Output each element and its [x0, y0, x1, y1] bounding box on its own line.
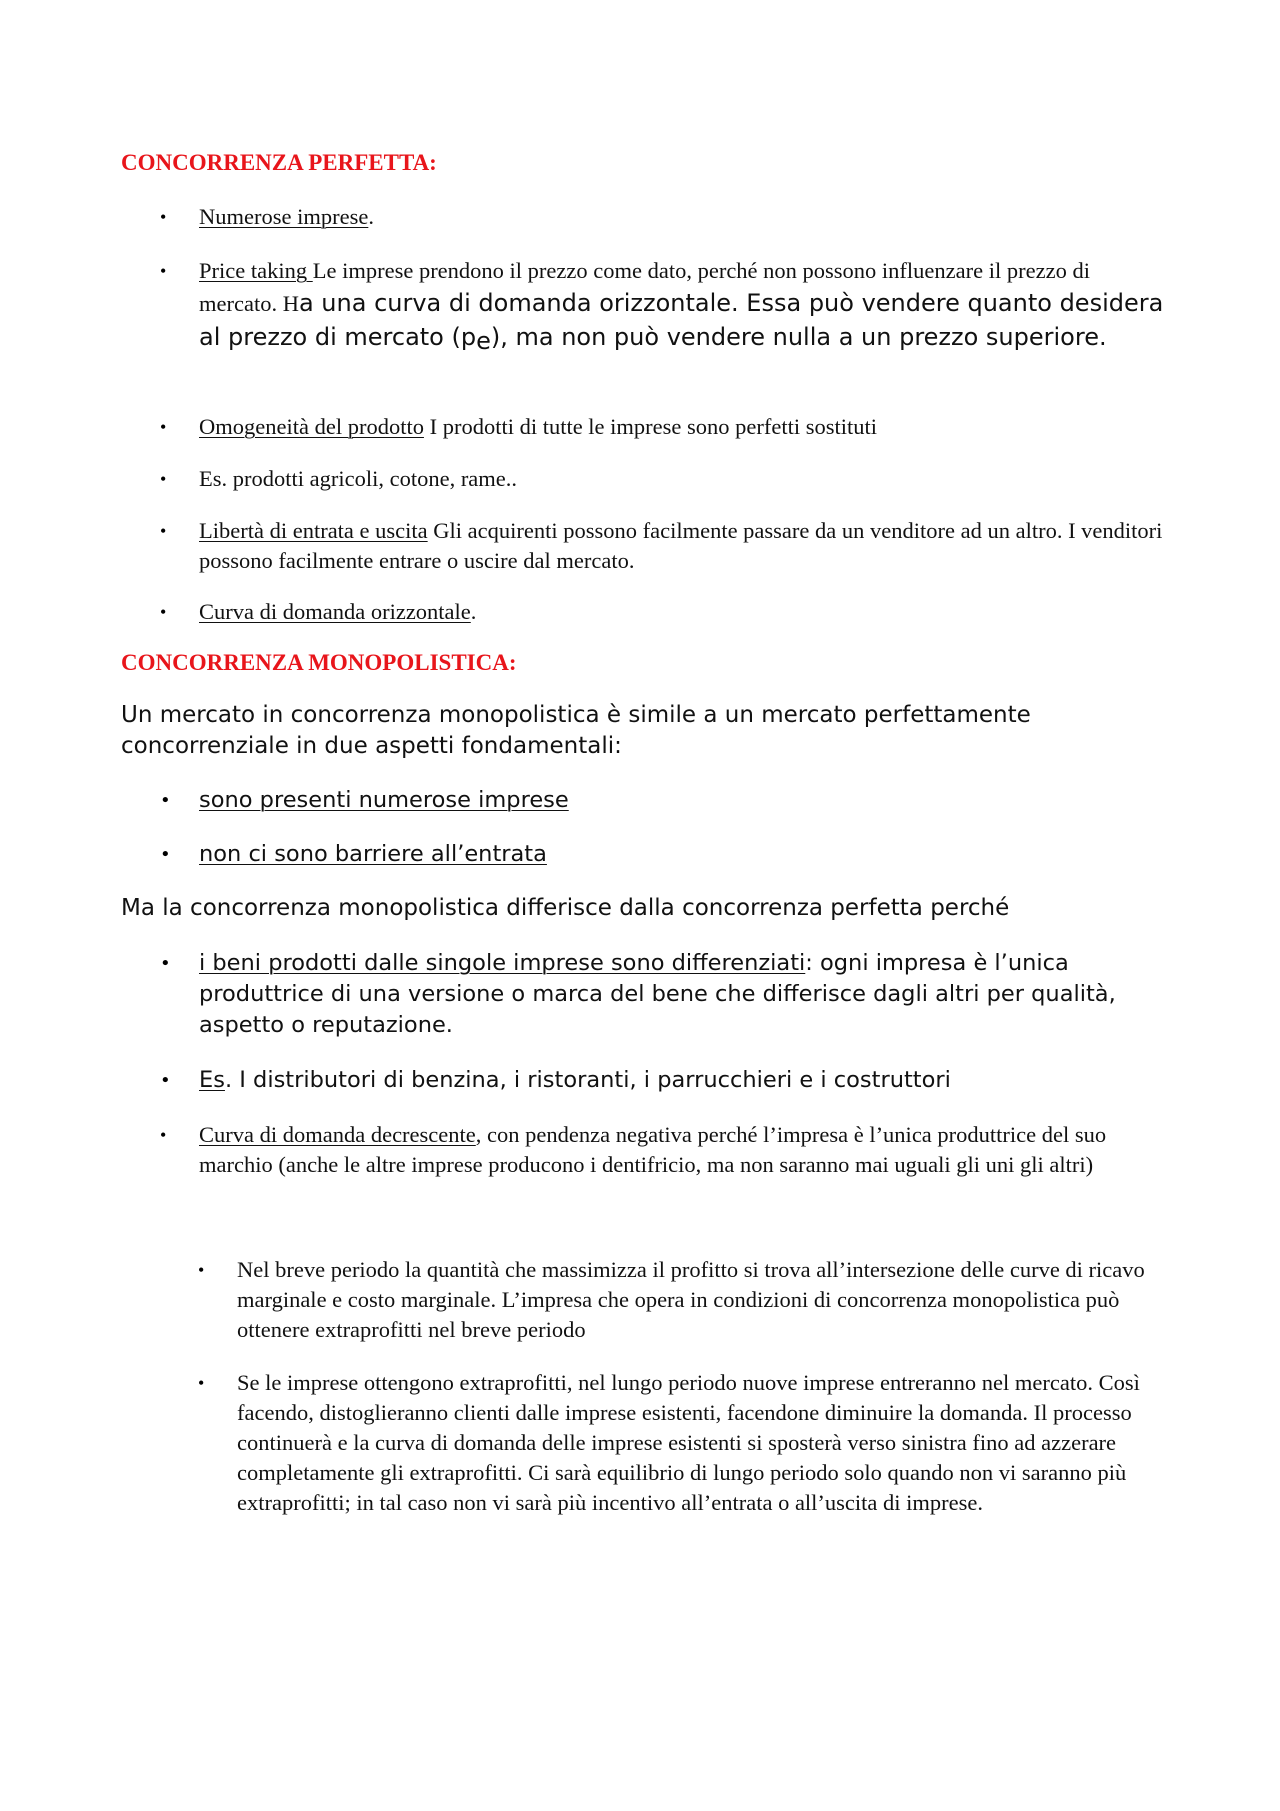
- bullet: •: [160, 1125, 167, 1145]
- item-label: Price taking: [199, 258, 313, 283]
- item-label: i beni prodotti dalle singole imprese sono differenziati: [199, 950, 806, 976]
- intro-paragraph: Un mercato in concorrenza monopolistica è simile a un mercato perfettamente concorrenziale in due aspetti fondamentali:: [121, 702, 1031, 759]
- section-heading-perfect-competition: CONCORRENZA PERFETTA:: [121, 150, 437, 175]
- item-label: Libertà di entrata e uscita: [199, 518, 428, 543]
- bullet: •: [160, 261, 167, 281]
- bullet: •: [160, 207, 167, 227]
- bullet: •: [160, 602, 167, 622]
- bullet: •: [198, 1260, 205, 1280]
- bullet: •: [160, 953, 171, 974]
- item-label: Curva di domanda decrescente: [199, 1122, 476, 1147]
- bullet: •: [160, 521, 167, 541]
- item-label: Curva di domanda orizzontale: [199, 599, 471, 624]
- item-label: non ci sono barriere all’entrata: [199, 841, 547, 867]
- bullet: •: [160, 790, 171, 811]
- bullet: •: [160, 417, 167, 437]
- item-label: Omogeneità del prodotto: [199, 414, 424, 439]
- document-page: CONCORRENZA PERFETTA: • Numerose imprese. • Price taking Le imprese prendono il prezzo come dato, perché non possono influenzare il prezzo di mercato. Ha una curva di domanda orizzontale. Essa può vendere quanto desidera al prezzo di mercato $(p_e)$, ma non può vendere nulla a un prezzo superiore. • Omogeneità del prodotto I prodotti di tutte le imprese sono perfetti sostituti • Es. prodotti agricoli, cotone, rame.. • Libertà di entrata e uscita Gli acquirenti possono facilmente passare da un venditore ad un altro. I venditori possono facilmente entrare o uscire dal mercato. • Curva di domanda orizzontale. CONCORRENZA MONOPOLISTICA: Un mercato in concorrenza monopolistica è simile a un mercato perfettamente concorrenziale in due aspetti fondamentali: • sono presenti numerose imprese • non ci sono barriere all’entrata Ma la concorrenza monopolistica differisce dalla concorrenza perfetta perché • i beni prodotti dalle singole imprese sono differenziati: ogni impresa è l’unica produttrice di una versione o marca del bene che differisce dagli altri per qualità, aspetto o reputazione. • Es. I distributori di benzina, i ristoranti, i parrucchieri e i costruttori • Curva di domanda decrescente, con pendenza negativa perché l’impresa è l’unica produttrice del suo marchio (anche le altre imprese producono i dentifricio, ma non saranno mai uguali gli uni gli altri) • Nel breve periodo la quantità che massimizza il profitto si trova all’intersezione delle curve di ricavo marginale e costo marginale. L’impresa che opera in condizioni di concorrenza monopolistica può ottenere extraprofitti nel breve periodo • Se le imprese ottengono extraprofitti, nel lungo periodo nuove imprese entreranno nel mercato. Così facendo, distoglieranno clienti dalle imprese esistenti, facendone diminuire la domanda. Il processo continuerà e la curva di domanda delle imprese esistenti si sposterà verso sinistra fino ad azzerare completamente gli extraprofitti. Ci sarà equilibrio di lungo periodo solo quando non vi saranno più extraprofitti; in tal caso non vi sarà più incentivo all’entrata o all’uscita di imprese.: [121, 150, 1164, 1515]
- bullet: •: [160, 469, 167, 489]
- bullet: •: [198, 1373, 205, 1393]
- bullet: •: [160, 1070, 171, 1091]
- item-label: sono presenti numerose imprese: [199, 787, 569, 813]
- item-label: Es: [199, 1067, 225, 1093]
- difference-paragraph: Ma la concorrenza monopolistica differisce dalla concorrenza perfetta perché: [121, 895, 1010, 921]
- section-heading-monopolistic-competition: CONCORRENZA MONOPOLISTICA:: [121, 650, 517, 675]
- bullet: •: [160, 844, 171, 865]
- item-label: Numerose imprese: [199, 204, 369, 229]
